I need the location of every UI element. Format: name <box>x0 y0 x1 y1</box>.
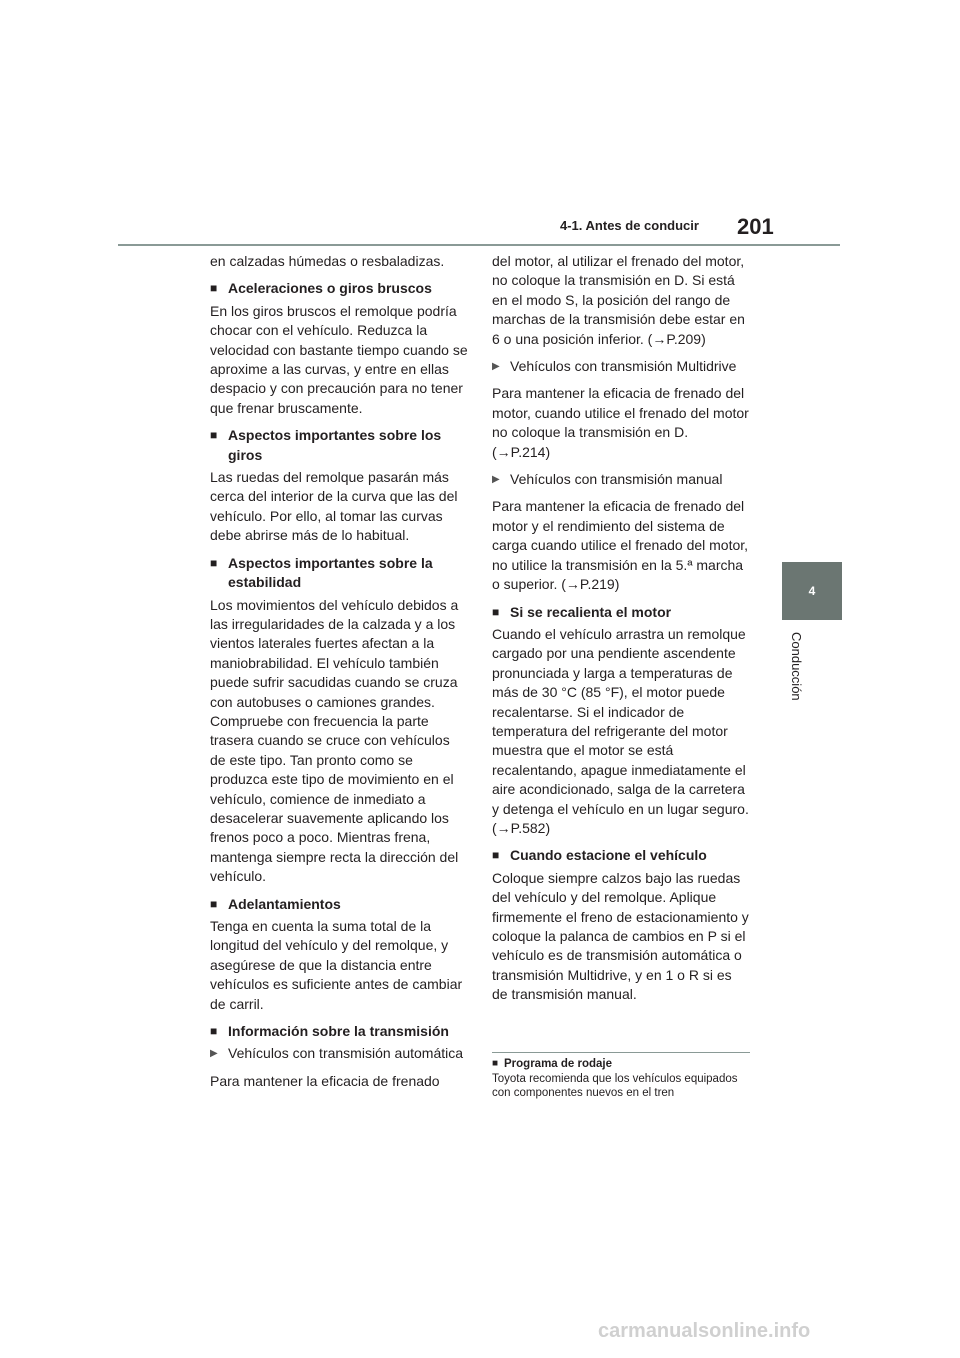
body-paragraph: Los movimientos del vehículo debidos a las irregularidades de la calzada y a los vientos laterales fuertes afectan a la maniobrabilidad. El vehículo también puede sufrir sacudidas cuando se cruza con autobuses o camiones grandes. Compruebe con frecuencia la parte trasera cuando se cruce con vehículos de este tipo. Tan pronto como se produzca este tipo de movimiento en el vehículo, comience de inmediato a desacelerar suavemente aplicando los frenos poco a poco. Mientras frena, mantenga siempre recta la dirección del vehículo. <box>210 596 459 885</box>
section-title: 4-1. Antes de conducir <box>560 218 699 233</box>
heading-text: Adelantamientos <box>228 895 341 912</box>
square-bullet-icon: ■ <box>210 555 218 570</box>
section-heading <box>210 1022 468 1041</box>
body-paragraph: Para mantener la eficacia de frenado del motor, cuando utilice el frenado del motor no coloque la transmisión en D. (→P.214) <box>492 385 749 460</box>
section-heading <box>210 554 468 593</box>
body-paragraph: Coloque siempre calzos bajo las ruedas del vehículo y del remolque. Aplique firmemente el freno de estacionamiento y coloque la palanca de cambios en P si el vehículo es de transmisión automática o transmisión Multidrive, y en 1 o R si es de transmisión manual. <box>492 869 749 1003</box>
square-bullet-icon: ■ <box>210 1024 218 1039</box>
body-paragraph: del motor, al utilizar el frenado del motor, no coloque la transmisión en D. Si está en el modo S, la posición del rango de marchas de la transmisión debe estar en 6 o una posición inferior. (→P.209) <box>492 253 745 347</box>
sub-item-text: Vehículos con transmisión automática <box>228 1045 464 1062</box>
intro-paragraph: en calzadas húmedas o resbaladizas. <box>210 253 445 269</box>
heading-text: Aceleraciones o giros bruscos <box>228 280 432 297</box>
body-paragraph: Cuando el vehículo arrastra un remolque cargado por una pendiente ascendente pronunciada y larga a temperaturas de más de 30 °C (85 °F), el motor puede recalentarse. Si el indicador de temperatura del refrigerante del motor muestra que el motor se está recalentando, apague inmediatamente el aire acondicionado, salga de la carretera y detenga el vehículo en un lugar seguro. (→P.582) <box>492 625 749 836</box>
sub-item <box>210 1044 468 1063</box>
triangle-bullet-icon: ▶ <box>210 1048 218 1060</box>
heading-text: Cuando estacione el vehículo <box>510 847 707 864</box>
square-bullet-icon: ■ <box>492 848 500 863</box>
section-heading <box>210 426 468 465</box>
side-tab-number[interactable]: 4 <box>782 562 842 620</box>
note-rule <box>492 1052 750 1053</box>
note-title-text: Programa de rodaje <box>504 1058 613 1070</box>
note-box <box>492 1057 750 1101</box>
square-bullet-icon: ■ <box>210 281 218 296</box>
page-number: 201 <box>737 214 774 239</box>
header-rule <box>118 244 840 246</box>
square-bullet-icon: ■ <box>210 896 218 911</box>
heading-text: Aspectos importantes sobre los giros <box>228 427 442 463</box>
watermark: carmanualsonline.info <box>598 1320 811 1342</box>
body-paragraph: En los giros bruscos el remolque podría chocar con el vehículo. Reduzca la velocidad con bastante tiempo cuando se aproxime a las curvas, y entre en ellas despacio y con precaución para no tener que frenar bruscamente. <box>210 302 468 416</box>
triangle-bullet-icon: ▶ <box>492 361 500 373</box>
heading-text: Aspectos importantes sobre la estabilidad <box>228 554 433 591</box>
sub-item <box>492 470 750 489</box>
section-heading <box>210 895 468 914</box>
sub-item-text: Vehículos con transmisión Multidrive <box>510 358 737 375</box>
section-heading <box>492 603 750 622</box>
square-bullet-icon: ■ <box>492 1058 499 1069</box>
sub-item-text: Vehículos con transmisión manual <box>510 471 723 488</box>
triangle-bullet-icon: ▶ <box>492 474 500 486</box>
right-column <box>492 252 750 1013</box>
square-bullet-icon: ■ <box>210 428 218 443</box>
side-tab-label: Conducción <box>789 632 804 701</box>
note-body: Toyota recomienda que los vehículos equipados con componentes nuevos en el tren <box>492 1072 738 1099</box>
body-paragraph: Tenga en cuenta la suma total de la longitud del vehículo y del remolque, y asegúrese de que la distancia entre vehículos es suficiente antes de cambiar de carril. <box>210 918 463 1012</box>
left-column <box>210 252 468 1099</box>
square-bullet-icon: ■ <box>492 604 500 619</box>
sub-item <box>492 357 750 376</box>
section-heading <box>492 846 750 865</box>
section-heading <box>210 279 468 298</box>
body-paragraph: Las ruedas del remolque pasarán más cerca del interior de la curva que las del vehículo. Por ello, al tomar las curvas debe abrirse más de lo habitual. <box>210 469 458 544</box>
body-paragraph: Para mantener la eficacia de frenado <box>210 1072 440 1089</box>
note-title <box>492 1057 750 1072</box>
heading-text: Si se recalienta el motor <box>510 603 672 620</box>
heading-text: Información sobre la transmisión <box>228 1023 449 1040</box>
body-paragraph: Para mantener la eficacia de frenado del motor y el rendimiento del sistema de carga cuando utilice el frenado del motor, no utilice la transmisión en la 5.ª marcha o superior. (→P.219) <box>492 498 749 593</box>
